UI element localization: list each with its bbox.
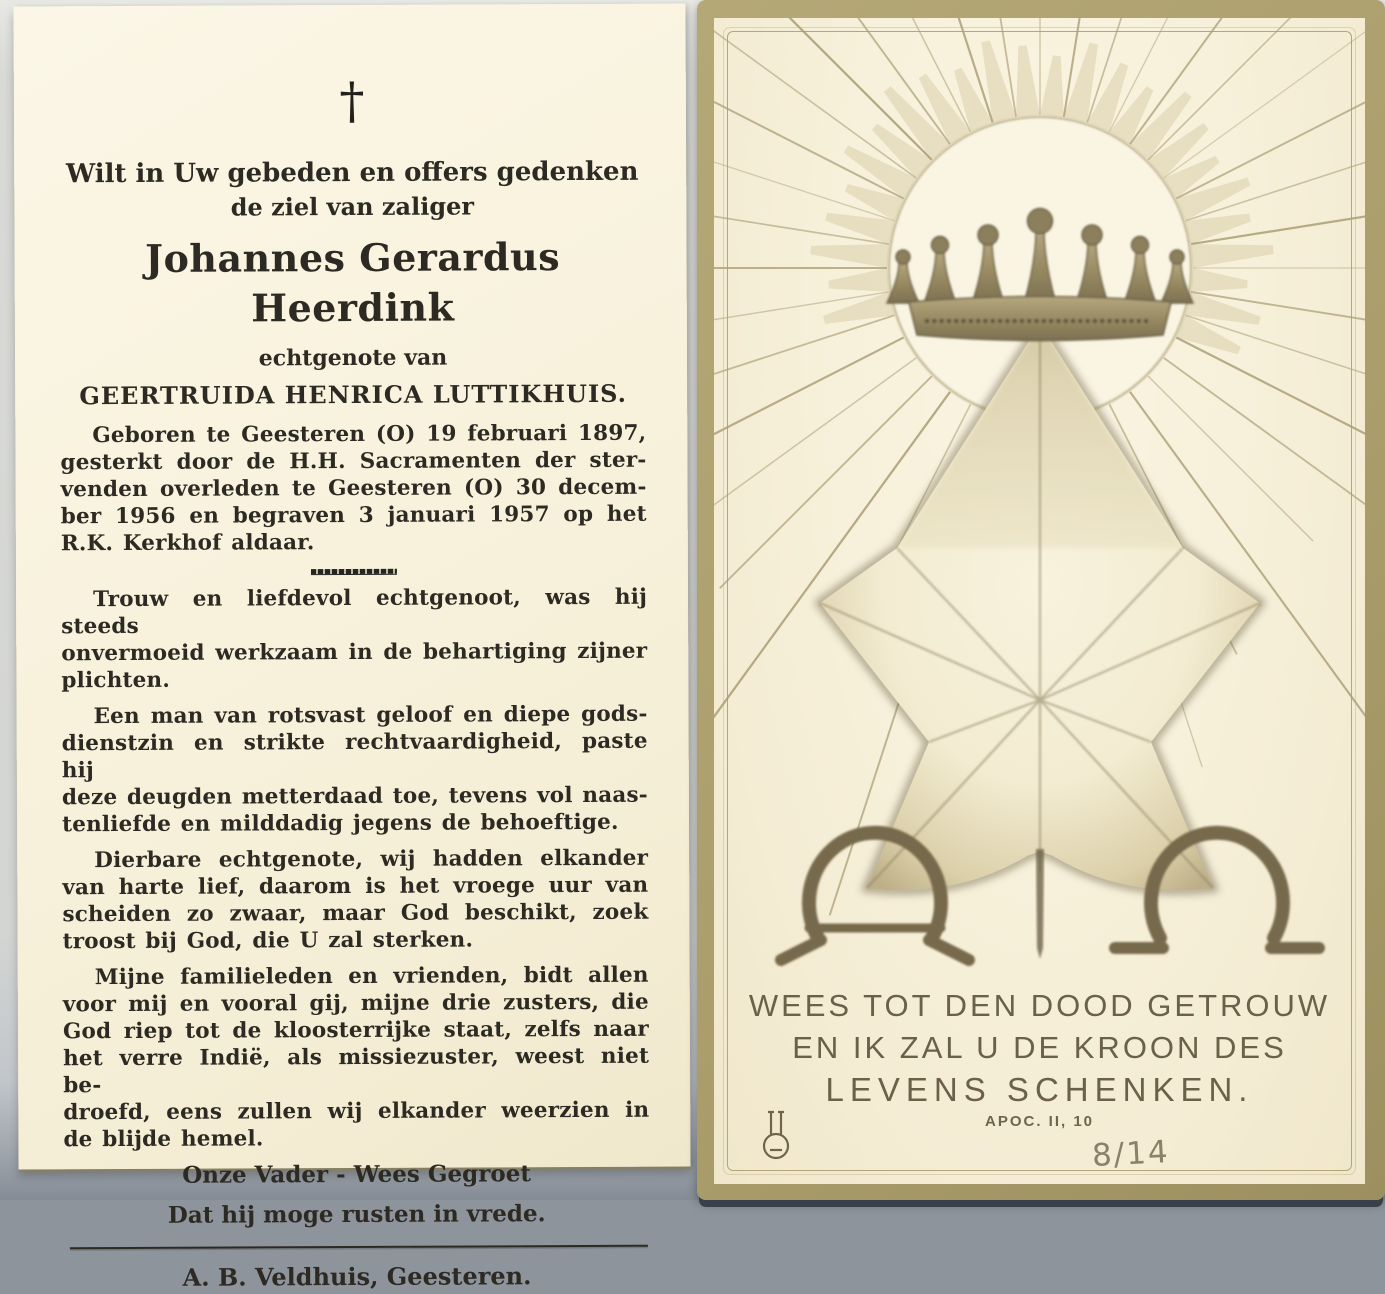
intro-line-1: Wilt in Uw gebeden en offers gedenken [65,156,639,190]
eulogy-paragraph-3 [62,845,648,956]
crown-band [909,297,1171,341]
eulogy-paragraph-1 [61,584,647,695]
eulogy-paragraph-4 [63,962,650,1154]
paragraph-line: ber 1956 en begraven 3 januari 1957 op het [60,501,647,530]
paragraph-line: gesterkt door de H.H. Sacramenten der ster- [60,447,647,476]
rest-in-peace-line: Dat hij moge rusten in vrede. [167,1200,546,1229]
paragraph-line: God riep tot de kloosterrijke staat, zelfs naar [62,1016,649,1045]
paragraph-line: troost bij God, die U zal sterken. [62,927,474,955]
relation-label: echtgenote van [258,344,448,372]
paragraph-line: plichten. [61,667,171,694]
motto-block [714,985,1365,1130]
paragraph-line: de blijde hemel. [63,1126,264,1153]
intro-line-2: de ziel van zaliger [230,191,475,222]
deceased-name: Johannes Gerardus Heerdink [144,234,561,331]
paragraph-line: van harte lief, daarom is het vroege uur van [62,872,649,901]
paragraph-line: Trouw en liefdevol echtgenoot, was hij steeds [61,584,648,640]
printer-line: A. B. Veldhuis, Geesteren. [182,1261,532,1292]
paragraph-line: tenliefde en milddadig jegens de behoeftige. [61,809,619,838]
printer-rule [70,1245,648,1250]
left-card-content [13,4,690,1292]
star-icon [820,335,1260,959]
handwritten-number: 8/14 [1091,1133,1171,1175]
right-card-paper [714,18,1365,1184]
prayers-line: Onze Vader - Wees Gegroet [182,1160,531,1189]
paragraph-line: scheiden zo zwaar, maar God beschikt, zoek [62,899,649,928]
left-card [13,4,690,1292]
paragraph-line: R.K. Kerkhof aldaar. [60,530,315,557]
paragraph-line: dienstzin en strikte rechtvaardigheid, paste hij [61,728,648,784]
motto-line-2: EN IK ZAL U DE KROON DES [792,1030,1287,1065]
right-card [697,0,1385,1200]
paragraph-line: Mijne familieleden en vrienden, bidt allen [94,962,649,991]
paragraph-line: het verre Indië, als missiezuster, weest niet be- [63,1043,650,1099]
cross-icon: † [339,71,365,131]
paragraph-line: onvermoeid werkzaam in de behartiging zijner [61,638,648,667]
paragraph-line: deze deugden metterdaad toe, tevens vol naas- [61,782,648,811]
paragraph-line: Dierbare echtgenote, wij hadden elkander [94,845,649,874]
paragraph-line: voor mij en vooral gij, mijne drie zusters, die [62,989,649,1018]
section-divider [311,569,397,575]
motto-line-1: WEES TOT DEN DOOD GETROUW [748,988,1331,1023]
biography-paragraph [60,420,647,558]
paragraph-line: Een man van rotsvast geloof en diepe gods- [93,701,648,730]
paragraph-line: venden overleden te Geesteren (O) 30 decem- [60,474,647,503]
paragraph-line: Geboren te Geesteren (O) 19 februari 1897, [92,420,647,449]
paragraph-line: droefd, eens zullen wij elkander weerzien in [63,1097,650,1126]
star-stem [1036,849,1044,959]
eulogy-paragraph-2 [62,701,649,839]
scripture-citation: APOC. II, 10 [984,1113,1095,1130]
motto-line-3: LEVENS SCHENKEN. [825,1071,1254,1108]
spouse-name: GEERTRUIDA HENRICA LUTTIKHUIS. [79,378,628,411]
